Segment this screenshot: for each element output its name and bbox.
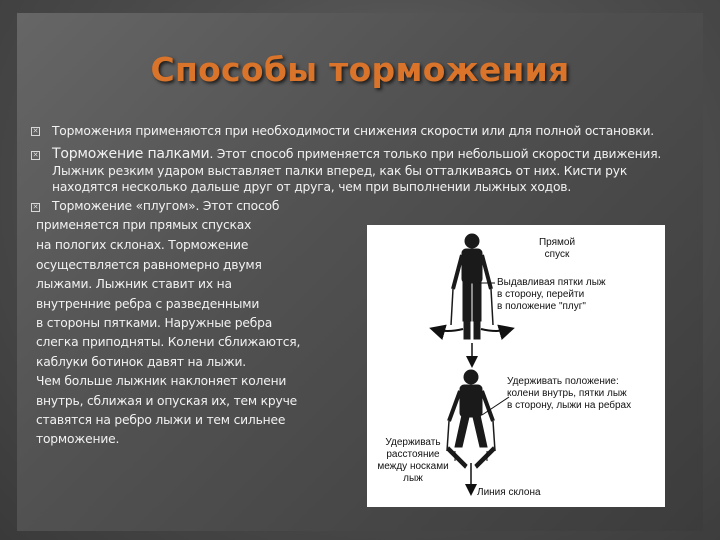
bullet-3-line-8: слегка приподняты. Колени сближаются,	[36, 335, 301, 349]
label-keep-distance-line-4: лыж	[403, 473, 423, 484]
label-keep-distance-line-1: Удерживать	[385, 437, 441, 448]
upper-skier	[451, 234, 493, 339]
label-hold-position-line-3: в сторону, лыжи на ребрах	[507, 400, 632, 411]
bullet-2-line-1	[52, 146, 661, 162]
bullet-3-line-13: торможение.	[36, 432, 120, 446]
bullet-3-line-2: применяется при прямых спусках	[36, 218, 252, 232]
label-hold-position	[507, 376, 631, 412]
label-straight-descent-line-2: спуск	[544, 249, 570, 260]
label-hold-position-line-1: Удерживать положение:	[507, 376, 619, 387]
label-hold-position-line-2: колени внутрь, пятки лыж	[507, 388, 627, 399]
bullet-2-lead: Торможение палками	[52, 146, 210, 162]
bullet-3-line-5: лыжами. Лыжник ставит их на	[36, 277, 232, 291]
label-keep-distance	[371, 437, 455, 485]
label-straight-descent	[517, 237, 597, 261]
bullet-3-line-1	[52, 199, 279, 213]
label-push-heels-line-1: Выдавливая пятки лыж	[497, 277, 606, 288]
label-push-heels-line-3: в положение "плуг"	[497, 301, 586, 312]
bullet-3-line-6: внутренние ребра с разведенными	[36, 297, 260, 311]
bullet-3-line-12: ставятся на ребро лыжи и тем сильнее	[36, 413, 286, 427]
label-keep-distance-line-3: между носками	[377, 461, 449, 472]
bullet-marker-icon: ✕	[32, 204, 39, 211]
bullet-3-line-7: в стороны пятками. Наружные ребра	[36, 316, 273, 330]
snowplow-illustration	[367, 225, 665, 507]
label-slope-line: Линия склона	[477, 487, 541, 498]
label-push-heels	[497, 277, 606, 313]
bullet-2-text: . Этот способ применяется только при небольшой скорости движения.	[209, 147, 662, 161]
slide-title: Способы торможения	[150, 50, 570, 89]
bullet-2-line-3: находятся несколько дальше друг от друга, чем при выполнении лыжных ходов.	[52, 180, 572, 194]
label-straight-descent-line-1: Прямой	[538, 237, 576, 248]
bullet-3-line-9: каблуки ботинок давят на лыжи.	[36, 355, 246, 369]
bullet-marker-icon: ✕	[32, 128, 39, 135]
label-push-heels-line-2: в сторону, перейти	[497, 289, 585, 300]
bullet-3-line-3: на пологих склонах. Торможение	[36, 238, 249, 252]
bullet-marker-icon: ✕	[32, 152, 39, 159]
bullet-3-text: . Этот способ	[195, 199, 280, 213]
bullet-2-line-2: Лыжник резким ударом выставляет палки вперед, как бы отталкиваясь от них. Кисти рук	[52, 164, 628, 178]
bullet-3-line-10: Чем больше лыжник наклоняет колени	[36, 374, 287, 388]
bullet-3-lead: Торможение «плугом»	[52, 199, 196, 213]
bullet-1-line-1: Торможения применяются при необходимости снижения скорости или для полной остановки.	[52, 124, 654, 138]
bullet-3-line-4: осуществляется равномерно двумя	[36, 258, 262, 272]
label-keep-distance-line-2: расстояние	[386, 449, 440, 460]
bullet-3-line-11: внутрь, сближая и опуская их, тем круче	[36, 394, 298, 408]
